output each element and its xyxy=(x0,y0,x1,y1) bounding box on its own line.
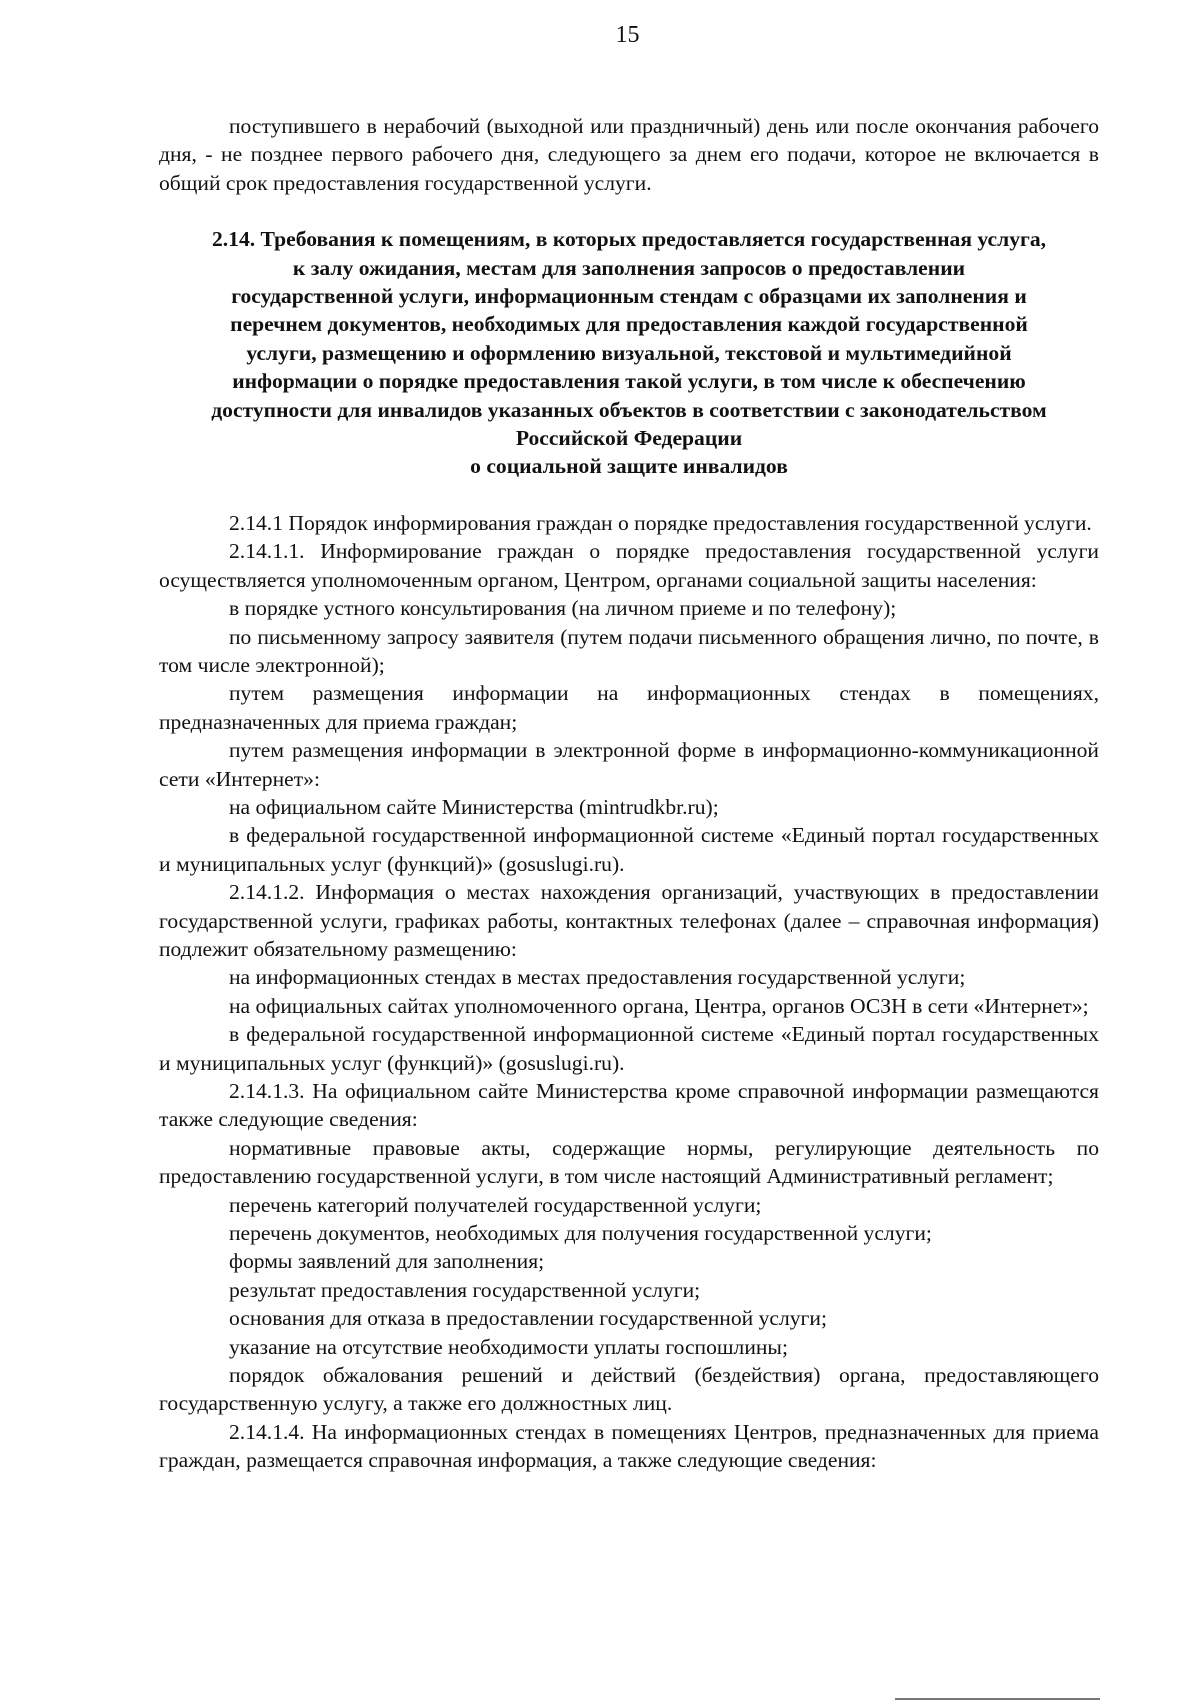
paragraph: в федеральной государственной информационной системе «Единый портал государственных и муниципальных услуг (функций)» (gosuslugi.ru). xyxy=(159,823,1099,876)
paragraph: 2.14.1.2. Информация о местах нахождения организаций, участвующих в предоставлении государственной услуги, графиках работы, контактных телефонах (далее – справочная информация) подлежит обязательному размещению: xyxy=(159,880,1099,961)
paragraph: путем размещения информации в электронной форме в информационно-коммуникационной сети «Интернет»: xyxy=(159,738,1099,791)
heading-line: информации о порядке предоставления такой услуги, в том числе к обеспечению xyxy=(232,369,1026,394)
paragraph: перечень категорий получателей государственной услуги; xyxy=(229,1192,762,1217)
scan-artifact-line xyxy=(895,1698,1100,1700)
paragraph: 2.14.1 Порядок информирования граждан о порядке предоставления государственной услуги. xyxy=(229,510,1092,535)
paragraph: результат предоставления государственной услуги; xyxy=(229,1277,701,1302)
heading-line: перечнем документов, необходимых для предоставления каждой государственной xyxy=(230,312,1028,337)
paragraph: 2.14.1.1. Информирование граждан о порядке предоставления государственной услуги осуществляется уполномоченным органом, Центром, органами социальной защиты населения: xyxy=(159,539,1099,592)
intro-paragraph: поступившего в нерабочий (выходной или праздничный) день или после окончания рабочего дня, - не позднее первого рабочего дня, следующего за днем его подачи, которое не включается в общий срок предоставления государственной услуги. xyxy=(159,114,1099,195)
page-number: 15 xyxy=(615,22,640,48)
paragraph: перечень документов, необходимых для получения государственной услуги; xyxy=(229,1221,932,1246)
paragraph: в порядке устного консультирования (на личном приеме и по телефону); xyxy=(229,596,897,621)
heading-line: Российской Федерации xyxy=(515,426,743,451)
heading-line: государственной услуги, информационным стендам с образцами их заполнения и xyxy=(231,284,1027,309)
heading-line: доступности для инвалидов указанных объектов в соответствии с законодательством xyxy=(211,397,1047,422)
paragraph: на официальном сайте Министерства (mintrudkbr.ru); xyxy=(229,794,719,819)
heading-line: услуги, размещению и оформлению визуальной, текстовой и мультимедийной xyxy=(246,340,1012,365)
paragraph: в федеральной государственной информационной системе «Единый портал государственных и муниципальных услуг (функций)» (gosuslugi.ru). xyxy=(159,1022,1099,1075)
paragraph: путем размещения информации на информационных стендах в помещениях, предназначенных для приема граждан; xyxy=(159,681,1099,734)
paragraph: формы заявлений для заполнения; xyxy=(229,1249,545,1274)
paragraph: по письменному запросу заявителя (путем подачи письменного обращения лично, по почте, в том числе электронной); xyxy=(159,624,1099,677)
paragraph: порядок обжалования решений и действий (бездействия) органа, предоставляющего государственную услугу, а также его должностных лиц. xyxy=(159,1363,1099,1416)
paragraph: указание на отсутствие необходимости уплаты госпошлины; xyxy=(229,1334,788,1359)
paragraph: 2.14.1.4. На информационных стендах в помещениях Центров, предназначенных для приема граждан, размещается справочная информация, а также следующие сведения: xyxy=(159,1419,1099,1473)
heading-line: о социальной защите инвалидов xyxy=(470,454,788,479)
paragraph: на информационных стендах в местах предоставления государственной услуги; xyxy=(229,965,966,990)
paragraph: на официальных сайтах уполномоченного органа, Центра, органов ОСЗН в сети «Интернет»; xyxy=(229,993,1089,1018)
paragraph: нормативные правовые акты, содержащие нормы, регулирующие деятельность по предоставлению государственной услуги, в том числе настоящий Административный регламент; xyxy=(159,1135,1099,1189)
heading-line: к залу ожидания, местам для заполнения запросов о предоставлении xyxy=(292,255,966,280)
heading-line: 2.14. Требования к помещениям, в которых предоставляется государственная услуга, xyxy=(211,227,1047,252)
paragraph: основания для отказа в предоставлении государственной услуги; xyxy=(229,1306,827,1331)
paragraph: 2.14.1.3. На официальном сайте Министерства кроме справочной информации размещаются также следующие сведения: xyxy=(159,1079,1099,1132)
section-heading xyxy=(159,225,1099,481)
document-body xyxy=(159,112,1099,1475)
